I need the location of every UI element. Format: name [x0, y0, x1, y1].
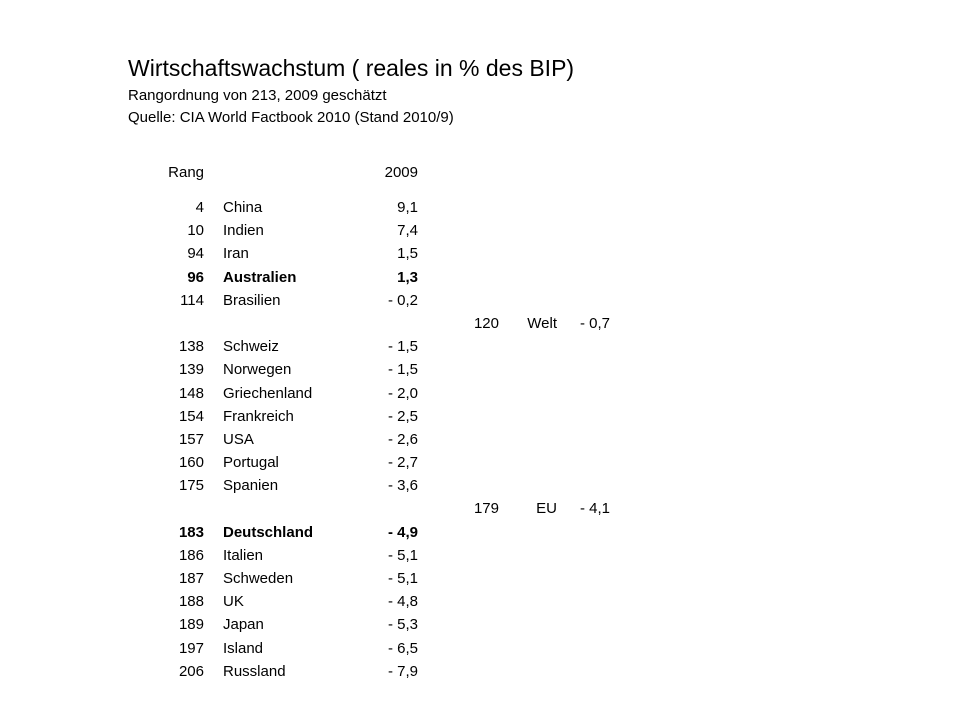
country-cell: Indien: [223, 222, 264, 240]
growth-value-cell: - 2,5: [387, 407, 418, 425]
country-cell: China: [223, 199, 263, 216]
table-row: [0, 592, 960, 615]
table-row: [0, 569, 960, 592]
column-header-year: 2009: [384, 164, 418, 181]
country-cell: EU: [536, 500, 557, 518]
rank-cell: 186: [178, 546, 204, 564]
growth-value-cell: - 4,8: [387, 593, 418, 611]
rank-cell: 96: [187, 268, 204, 286]
rank-cell: 179: [473, 500, 499, 518]
country-cell: Spanien: [223, 477, 279, 495]
country-cell: Deutschland: [223, 523, 314, 541]
rank-cell: 197: [178, 639, 204, 657]
growth-value-cell: - 4,1: [580, 500, 611, 518]
rank-cell: 188: [178, 593, 204, 611]
growth-value-cell: 7,4: [397, 222, 418, 240]
rank-cell: 148: [178, 384, 204, 402]
rank-cell: 160: [178, 454, 204, 472]
table-row: [0, 615, 960, 638]
rank-cell: 139: [178, 361, 204, 379]
rank-cell: 94: [187, 245, 204, 263]
growth-value-cell: - 1,5: [387, 361, 418, 379]
country-cell: USA: [223, 430, 254, 448]
rank-cell: 114: [180, 291, 204, 309]
table-row: [0, 291, 960, 314]
growth-value-cell: 1,5: [397, 245, 418, 263]
table-row: [0, 407, 960, 430]
reference-row: [0, 499, 960, 522]
growth-value-cell: - 5,1: [387, 570, 418, 587]
country-cell: Brasilien: [223, 291, 281, 309]
rank-cell: 120: [473, 314, 499, 332]
country-cell: Italien: [223, 546, 264, 564]
table-row: [0, 523, 960, 546]
growth-value-cell: 1,3: [397, 268, 418, 286]
country-cell: Japan: [223, 616, 264, 634]
growth-value-cell: - 2,6: [387, 430, 418, 448]
growth-value-cell: - 2,7: [387, 454, 418, 472]
table-row: [0, 198, 960, 221]
rank-cell: 154: [178, 407, 204, 425]
growth-value-cell: - 1,5: [387, 338, 418, 356]
country-cell: UK: [223, 593, 244, 611]
country-cell: Australien: [223, 268, 297, 286]
table-row: [0, 639, 960, 662]
rank-cell: 189: [178, 616, 204, 634]
country-cell: Russland: [223, 662, 286, 680]
growth-value-cell: - 0,7: [580, 314, 611, 332]
table-row: [0, 244, 960, 267]
table-row: [0, 384, 960, 407]
country-cell: Iran: [223, 245, 249, 263]
rank-cell: 10: [187, 222, 204, 240]
reference-row: [0, 314, 960, 337]
country-cell: Island: [223, 639, 264, 657]
country-cell: Norwegen: [223, 361, 292, 379]
rank-cell: 206: [178, 662, 204, 680]
country-cell: Griechenland: [223, 384, 313, 402]
rank-cell: 138: [178, 338, 204, 356]
table-row: [0, 453, 960, 476]
page-subtitle: Rangordnung von 213, 2009 geschätzt: [128, 87, 387, 104]
growth-value-cell: - 6,5: [387, 639, 418, 657]
table-row: [0, 268, 960, 291]
rank-cell: 157: [178, 430, 204, 448]
growth-value-cell: - 3,6: [387, 477, 418, 495]
growth-value-cell: 9,1: [397, 199, 418, 216]
growth-value-cell: - 5,1: [387, 546, 418, 564]
rank-cell: 4: [195, 199, 204, 216]
table-row: [0, 430, 960, 453]
growth-value-cell: - 5,3: [387, 616, 418, 634]
table-row: [0, 337, 960, 360]
growth-value-cell: - 7,9: [387, 662, 418, 680]
growth-value-cell: - 2,0: [387, 384, 418, 402]
source-note: Quelle: CIA World Factbook 2010 (Stand 2010/9): [128, 109, 454, 126]
country-cell: Welt: [527, 314, 557, 332]
table-row: [0, 546, 960, 569]
table-row: [0, 221, 960, 244]
page-title: Wirtschaftswachstum ( reales in % des BIP): [128, 55, 575, 81]
table-row: [0, 476, 960, 499]
country-cell: Portugal: [223, 454, 279, 472]
country-cell: Schweiz: [223, 338, 279, 356]
table-row: [0, 360, 960, 383]
column-header-rank: Rang: [168, 164, 204, 181]
ranking-table: [0, 198, 960, 685]
rank-cell: 183: [178, 523, 204, 541]
country-cell: Schweden: [223, 570, 294, 587]
rank-cell: 175: [178, 477, 204, 495]
growth-value-cell: - 0,2: [387, 291, 418, 309]
rank-cell: 187: [178, 570, 204, 587]
country-cell: Frankreich: [223, 407, 294, 425]
growth-value-cell: - 4,9: [387, 523, 418, 541]
table-row: [0, 662, 960, 685]
